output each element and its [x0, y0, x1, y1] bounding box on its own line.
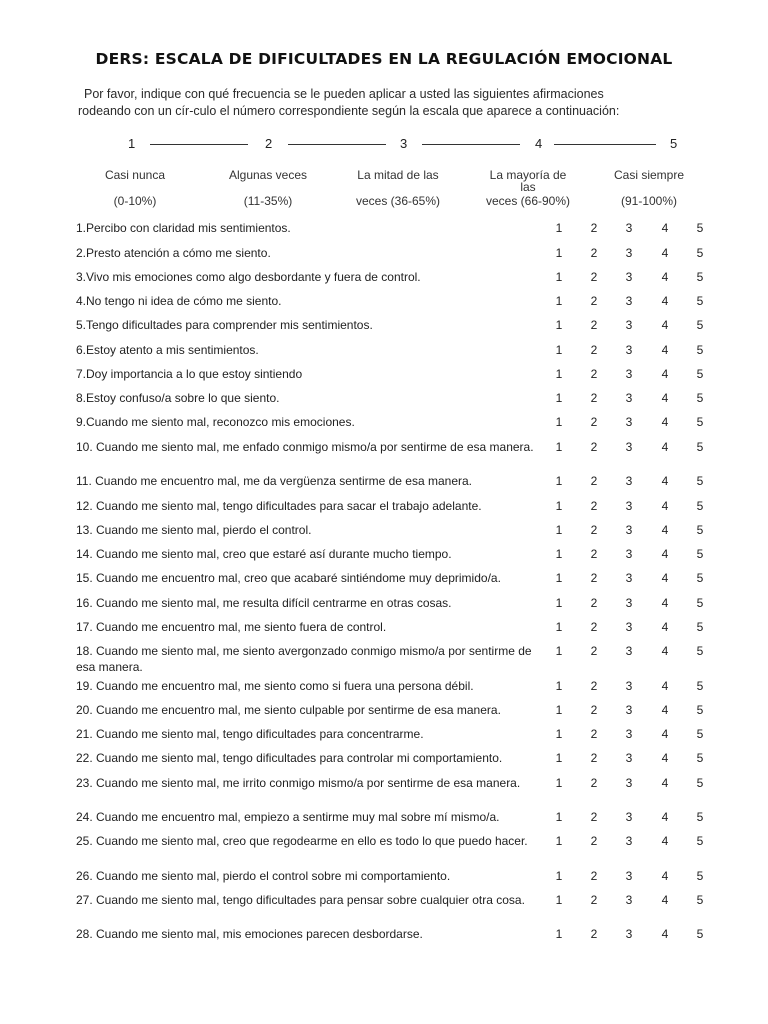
- item-option-1[interactable]: 1: [555, 221, 563, 235]
- item-option-3[interactable]: 3: [625, 644, 633, 658]
- item-option-4[interactable]: 4: [661, 343, 669, 357]
- item-option-3[interactable]: 3: [625, 834, 633, 848]
- item-option-2[interactable]: 2: [590, 318, 598, 332]
- item-option-5[interactable]: 5: [696, 679, 704, 693]
- item-option-1[interactable]: 1: [555, 571, 563, 585]
- item-text: 26. Cuando me siento mal, pierdo el control sobre mi comportamiento.: [76, 869, 451, 883]
- item-option-4[interactable]: 4: [661, 270, 669, 284]
- scale-category-2-label: Algunas veces: [228, 168, 308, 182]
- item-option-4[interactable]: 4: [661, 751, 669, 765]
- item-text: 28. Cuando me siento mal, mis emociones parecen desbordarse.: [76, 927, 423, 941]
- item-option-1[interactable]: 1: [555, 679, 563, 693]
- item-option-4[interactable]: 4: [661, 703, 669, 717]
- item-option-4[interactable]: 4: [661, 869, 669, 883]
- item-option-5[interactable]: 5: [696, 596, 704, 610]
- item-option-4[interactable]: 4: [661, 367, 669, 381]
- item-option-3[interactable]: 3: [625, 367, 633, 381]
- item-option-2[interactable]: 2: [590, 679, 598, 693]
- scale-category-5-range: (91-100%): [620, 194, 678, 208]
- item-option-4[interactable]: 4: [661, 776, 669, 790]
- item-option-2[interactable]: 2: [590, 391, 598, 405]
- item-option-5[interactable]: 5: [696, 776, 704, 790]
- item-option-2[interactable]: 2: [590, 246, 598, 260]
- item-option-1[interactable]: 1: [555, 776, 563, 790]
- item-option-4[interactable]: 4: [661, 391, 669, 405]
- item-text: 10. Cuando me siento mal, me enfado conmigo mismo/a por sentirme de esa manera.: [76, 440, 534, 454]
- item-option-1[interactable]: 1: [555, 391, 563, 405]
- item-option-4[interactable]: 4: [661, 474, 669, 488]
- item-option-4[interactable]: 4: [661, 596, 669, 610]
- item-option-5[interactable]: 5: [696, 391, 704, 405]
- item-option-5[interactable]: 5: [696, 810, 704, 824]
- item-option-3[interactable]: 3: [625, 547, 633, 561]
- item-option-3[interactable]: 3: [625, 318, 633, 332]
- item-option-4[interactable]: 4: [661, 679, 669, 693]
- item-option-3[interactable]: 3: [625, 294, 633, 308]
- item-option-1[interactable]: 1: [555, 318, 563, 332]
- item-option-3[interactable]: 3: [625, 893, 633, 907]
- scale-category-4-label: La mayoría de las: [489, 168, 567, 194]
- item-option-3[interactable]: 3: [625, 810, 633, 824]
- item-option-5[interactable]: 5: [696, 620, 704, 634]
- scale-dash: [150, 144, 248, 145]
- item-text: 8.Estoy confuso/a sobre lo que siento.: [76, 391, 280, 405]
- item-option-5[interactable]: 5: [696, 869, 704, 883]
- item-option-3[interactable]: 3: [625, 927, 633, 941]
- item-option-4[interactable]: 4: [661, 644, 669, 658]
- item-option-5[interactable]: 5: [696, 440, 704, 454]
- item-text: 12. Cuando me siento mal, tengo dificultades para sacar el trabajo adelante.: [76, 499, 482, 513]
- item-text: 23. Cuando me siento mal, me irrito conmigo mismo/a por sentirme de esa manera.: [76, 776, 521, 790]
- item-option-5[interactable]: 5: [696, 499, 704, 513]
- item-option-4[interactable]: 4: [661, 571, 669, 585]
- item-option-2[interactable]: 2: [590, 703, 598, 717]
- scale-category-1-range: (0-10%): [113, 194, 157, 208]
- scale-dash: [288, 144, 386, 145]
- item-text: 22. Cuando me siento mal, tengo dificultades para controlar mi comportamiento.: [76, 751, 503, 765]
- item-option-5[interactable]: 5: [696, 571, 704, 585]
- scale-category-5-label: Casi siempre: [613, 168, 685, 182]
- item-option-2[interactable]: 2: [590, 343, 598, 357]
- item-text: 7.Doy importancia a lo que estoy sintiendo: [76, 367, 303, 381]
- item-option-1[interactable]: 1: [555, 927, 563, 941]
- item-option-5[interactable]: 5: [696, 703, 704, 717]
- item-option-1[interactable]: 1: [555, 474, 563, 488]
- item-option-1[interactable]: 1: [555, 415, 563, 429]
- scale-number-3: 3: [400, 136, 408, 151]
- item-option-1[interactable]: 1: [555, 547, 563, 561]
- item-option-5[interactable]: 5: [696, 221, 704, 235]
- item-option-2[interactable]: 2: [590, 810, 598, 824]
- item-option-5[interactable]: 5: [696, 644, 704, 658]
- item-option-5[interactable]: 5: [696, 246, 704, 260]
- item-option-3[interactable]: 3: [625, 415, 633, 429]
- item-option-1[interactable]: 1: [555, 246, 563, 260]
- item-option-1[interactable]: 1: [555, 834, 563, 848]
- item-text: 16. Cuando me siento mal, me resulta difícil centrarme en otras cosas.: [76, 596, 452, 610]
- item-option-1[interactable]: 1: [555, 620, 563, 634]
- item-option-4[interactable]: 4: [661, 440, 669, 454]
- item-option-2[interactable]: 2: [590, 893, 598, 907]
- item-text: 21. Cuando me siento mal, tengo dificultades para concentrarme.: [76, 727, 424, 741]
- item-option-4[interactable]: 4: [661, 547, 669, 561]
- item-option-4[interactable]: 4: [661, 499, 669, 513]
- item-option-4[interactable]: 4: [661, 318, 669, 332]
- scale-dash: [422, 144, 520, 145]
- item-option-3[interactable]: 3: [625, 246, 633, 260]
- scale-category-3-label: La mitad de las: [357, 168, 439, 182]
- item-text: 15. Cuando me encuentro mal, creo que acabaré sintiéndome muy deprimido/a.: [76, 571, 501, 585]
- item-option-3[interactable]: 3: [625, 596, 633, 610]
- item-option-2[interactable]: 2: [590, 523, 598, 537]
- item-option-2[interactable]: 2: [590, 294, 598, 308]
- item-option-2[interactable]: 2: [590, 869, 598, 883]
- scale-category-2-range: (11-35%): [243, 194, 293, 208]
- item-option-4[interactable]: 4: [661, 727, 669, 741]
- scale-number-1: 1: [128, 136, 136, 151]
- scale-number-5: 5: [670, 136, 678, 151]
- item-text: 14. Cuando me siento mal, creo que estaré así durante mucho tiempo.: [76, 547, 452, 561]
- item-text: 18. Cuando me siento mal, me siento avergonzado conmigo mismo/a por sentirme de esa manera.: [76, 644, 532, 674]
- item-option-3[interactable]: 3: [625, 776, 633, 790]
- item-option-2[interactable]: 2: [590, 596, 598, 610]
- item-option-4[interactable]: 4: [661, 810, 669, 824]
- item-option-1[interactable]: 1: [555, 644, 563, 658]
- item-option-4[interactable]: 4: [661, 927, 669, 941]
- item-option-2[interactable]: 2: [590, 727, 598, 741]
- item-text: 3.Vivo mis emociones como algo desbordante y fuera de control.: [76, 270, 421, 284]
- item-option-5[interactable]: 5: [696, 294, 704, 308]
- item-option-4[interactable]: 4: [661, 620, 669, 634]
- scale-category-1-label: Casi nunca: [104, 168, 166, 182]
- item-option-5[interactable]: 5: [696, 834, 704, 848]
- item-option-2[interactable]: 2: [590, 474, 598, 488]
- item-text: 13. Cuando me siento mal, pierdo el control.: [76, 523, 312, 537]
- item-option-1[interactable]: 1: [555, 751, 563, 765]
- item-option-3[interactable]: 3: [625, 869, 633, 883]
- item-text: 17. Cuando me encuentro mal, me siento fuera de control.: [76, 620, 387, 634]
- instructions: [78, 86, 698, 120]
- item-text: 20. Cuando me encuentro mal, me siento culpable por sentirme de esa manera.: [76, 703, 501, 717]
- item-text: 5.Tengo dificultades para comprender mis sentimientos.: [76, 318, 373, 332]
- item-text: 2.Presto atención a cómo me siento.: [76, 246, 271, 260]
- item-text: 11. Cuando me encuentro mal, me da vergüenza sentirme de esa manera.: [76, 474, 472, 488]
- item-text: 19. Cuando me encuentro mal, me siento como si fuera una persona débil.: [76, 679, 474, 693]
- item-option-2[interactable]: 2: [590, 440, 598, 454]
- item-option-3[interactable]: 3: [625, 499, 633, 513]
- item-option-3[interactable]: 3: [625, 727, 633, 741]
- item-option-1[interactable]: 1: [555, 810, 563, 824]
- item-option-5[interactable]: 5: [696, 751, 704, 765]
- item-option-5[interactable]: 5: [696, 367, 704, 381]
- item-option-3[interactable]: 3: [625, 679, 633, 693]
- item-option-1[interactable]: 1: [555, 294, 563, 308]
- item-option-3[interactable]: 3: [625, 523, 633, 537]
- item-option-2[interactable]: 2: [590, 221, 598, 235]
- item-text: 1.Percibo con claridad mis sentimientos.: [76, 221, 291, 235]
- item-option-1[interactable]: 1: [555, 727, 563, 741]
- item-text: 4.No tengo ni idea de cómo me siento.: [76, 294, 282, 308]
- instructions-line-1: Por favor, indique con qué frecuencia se le pueden aplicar a usted las siguientes afirmaciones: [84, 87, 604, 101]
- item-option-2[interactable]: 2: [590, 415, 598, 429]
- item-option-1[interactable]: 1: [555, 440, 563, 454]
- item-text: 27. Cuando me siento mal, tengo dificultades para pensar sobre cualquier otra cosa.: [76, 893, 525, 907]
- scale-number-2: 2: [265, 136, 273, 151]
- item-option-3[interactable]: 3: [625, 440, 633, 454]
- item-option-4[interactable]: 4: [661, 221, 669, 235]
- item-option-5[interactable]: 5: [696, 523, 704, 537]
- page-title: DERS: ESCALA DE DIFICULTADES EN LA REGULACIÓN EMOCIONAL: [95, 50, 673, 68]
- scale-line: [128, 136, 688, 154]
- item-option-2[interactable]: 2: [590, 499, 598, 513]
- item-option-1[interactable]: 1: [555, 499, 563, 513]
- item-option-5[interactable]: 5: [696, 893, 704, 907]
- item-option-5[interactable]: 5: [696, 547, 704, 561]
- item-option-1[interactable]: 1: [555, 270, 563, 284]
- scale-category-4-range: veces (66-90%): [485, 194, 571, 208]
- item-text: 25. Cuando me siento mal, creo que regodearme en ello es todo lo que puedo hacer.: [76, 834, 528, 848]
- item-option-3[interactable]: 3: [625, 221, 633, 235]
- item-option-5[interactable]: 5: [696, 318, 704, 332]
- item-option-5[interactable]: 5: [696, 927, 704, 941]
- item-option-2[interactable]: 2: [590, 571, 598, 585]
- item-option-2[interactable]: 2: [590, 620, 598, 634]
- item-option-2[interactable]: 2: [590, 776, 598, 790]
- item-option-2[interactable]: 2: [590, 270, 598, 284]
- item-option-4[interactable]: 4: [661, 415, 669, 429]
- item-option-2[interactable]: 2: [590, 834, 598, 848]
- item-text: 6.Estoy atento a mis sentimientos.: [76, 343, 259, 357]
- item-option-4[interactable]: 4: [661, 246, 669, 260]
- item-option-2[interactable]: 2: [590, 927, 598, 941]
- item-option-1[interactable]: 1: [555, 523, 563, 537]
- instructions-line-2: rodeando con un cír-culo el número correspondiente según la escala que aparece a continuación:: [78, 104, 620, 118]
- item-option-4[interactable]: 4: [661, 893, 669, 907]
- item-option-1[interactable]: 1: [555, 367, 563, 381]
- item-option-3[interactable]: 3: [625, 751, 633, 765]
- item-option-5[interactable]: 5: [696, 415, 704, 429]
- item-option-5[interactable]: 5: [696, 474, 704, 488]
- item-option-5[interactable]: 5: [696, 727, 704, 741]
- item-option-3[interactable]: 3: [625, 343, 633, 357]
- item-option-2[interactable]: 2: [590, 367, 598, 381]
- item-option-3[interactable]: 3: [625, 571, 633, 585]
- item-text: 24. Cuando me encuentro mal, empiezo a sentirme muy mal sobre mí mismo/a.: [76, 810, 500, 824]
- scale-dash: [554, 144, 656, 145]
- item-option-1[interactable]: 1: [555, 869, 563, 883]
- item-option-3[interactable]: 3: [625, 270, 633, 284]
- item-option-5[interactable]: 5: [696, 270, 704, 284]
- item-option-3[interactable]: 3: [625, 391, 633, 405]
- item-option-1[interactable]: 1: [555, 596, 563, 610]
- item-option-5[interactable]: 5: [696, 343, 704, 357]
- item-option-1[interactable]: 1: [555, 893, 563, 907]
- item-option-1[interactable]: 1: [555, 343, 563, 357]
- item-option-4[interactable]: 4: [661, 294, 669, 308]
- item-option-3[interactable]: 3: [625, 620, 633, 634]
- scale-number-4: 4: [535, 136, 543, 151]
- item-option-2[interactable]: 2: [590, 644, 598, 658]
- item-option-1[interactable]: 1: [555, 703, 563, 717]
- item-option-4[interactable]: 4: [661, 523, 669, 537]
- item-option-2[interactable]: 2: [590, 547, 598, 561]
- item-option-4[interactable]: 4: [661, 834, 669, 848]
- item-option-2[interactable]: 2: [590, 751, 598, 765]
- scale-category-3-range: veces (36-65%): [355, 194, 441, 208]
- item-text: 9.Cuando me siento mal, reconozco mis emociones.: [76, 415, 355, 429]
- item-option-3[interactable]: 3: [625, 703, 633, 717]
- item-option-3[interactable]: 3: [625, 474, 633, 488]
